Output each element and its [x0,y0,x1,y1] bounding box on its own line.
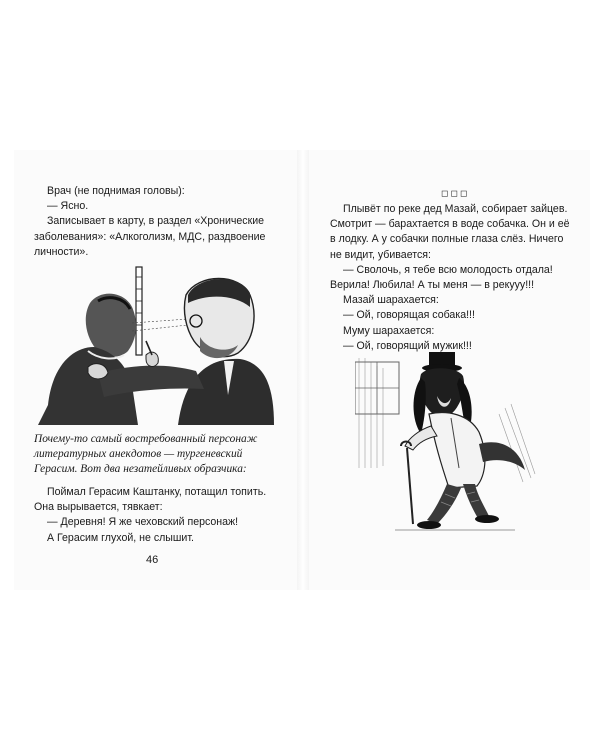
paragraph: — Ой, говорящая собака!!! [343,309,475,322]
paragraph: — Ой, говорящий мужик!!! [343,339,472,352]
paragraph: — Сволочь, я тебе всю молодость отдала! Верила! Любила! А ты меня — в рекууу!!! [330,263,553,292]
section-separator: ◻◻◻ [441,188,470,198]
paragraph: Мазай шарахается: [343,294,439,307]
paragraph: — Ясно. [47,200,89,213]
book-spine [297,150,309,590]
italic-intro: Почему-то самый востребованный персонаж литературных анекдотов — тургеневский Герасим. Вот два незатейливых образчика: [34,433,258,475]
paragraph: Врач (не поднимая головы): [47,185,185,197]
paragraph: Записывает в карту, в раздел «Хронические заболевания»: «Алкоголизм, МДС, раздвоение личности». [34,215,266,258]
paragraph: — Деревня! Я же чеховский персонаж! [47,516,239,529]
doctor-illustration [28,255,278,425]
anecdote-text [34,485,282,546]
paragraph: Муму шарахается: [343,324,435,337]
dog-illustration [355,348,537,532]
left-page [14,150,297,590]
dialogue-text [34,184,282,260]
right-page [309,150,590,590]
mazai-anecdote [330,202,575,354]
paragraph: Поймал Герасим Каштанку, потащил топить. Она вырывается, тявкает: [34,486,267,514]
paragraph: Плывёт по реке дед Мазай, собирает зайцев. Смотрит — барахтается в воде собачка. Он и её в лодку. А у собачки полные глаза слёз. Ничего не видит, убивается: [330,203,570,261]
page-number: 46 [146,554,159,566]
paragraph: А Герасим глухой, не слышит. [47,531,194,544]
